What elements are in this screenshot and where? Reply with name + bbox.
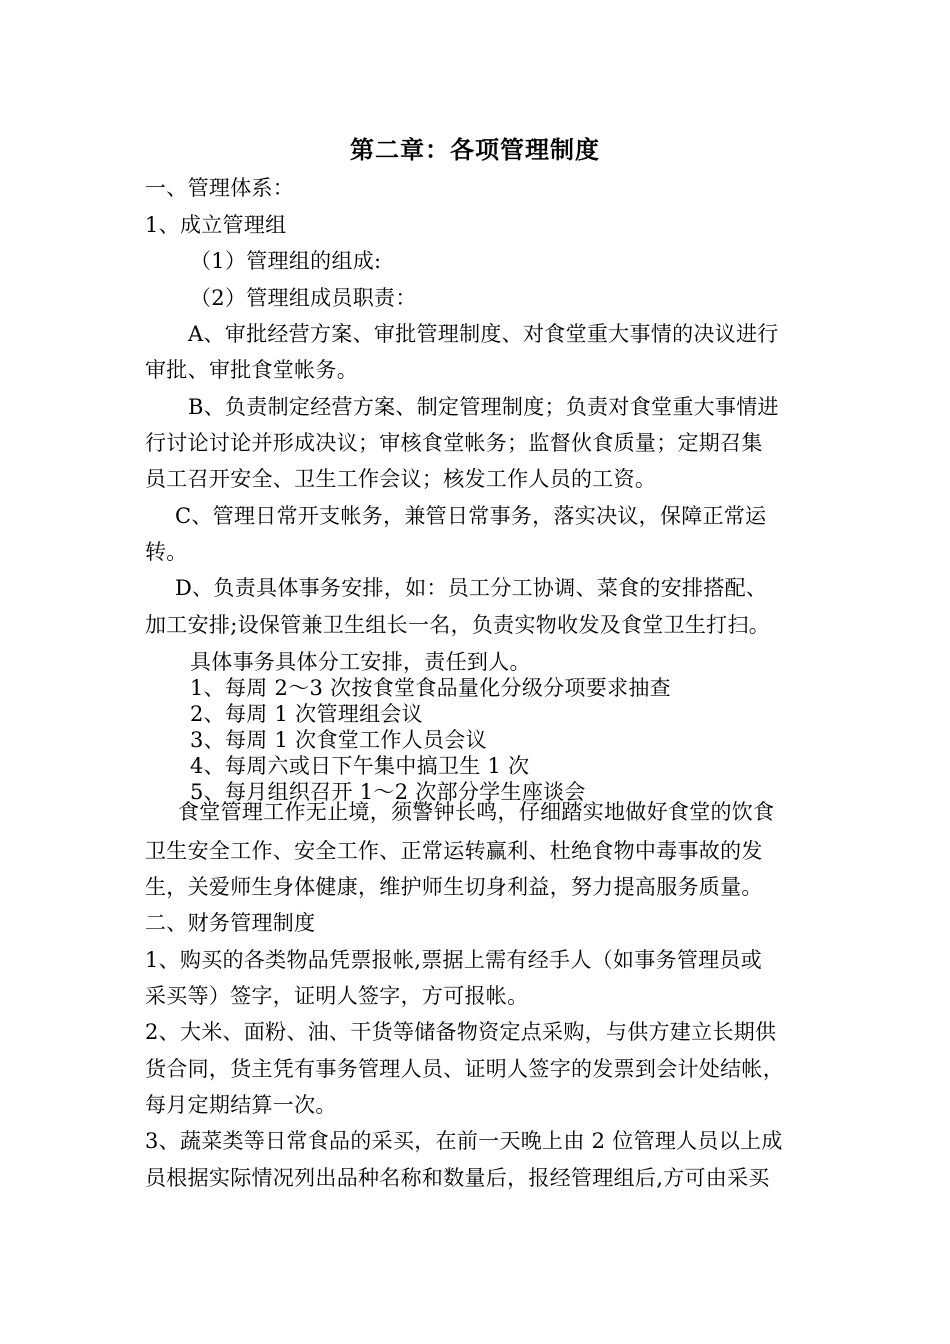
task-assignment-intro: 具体事务具体分工安排，责任到人。 xyxy=(190,650,531,674)
finance-rule-2-line-3: 每月定期结算一次。 xyxy=(145,1093,337,1117)
finance-rule-1-line-2: 采买等）签字，证明人签字，方可报帐。 xyxy=(145,984,529,1008)
task-item-3: 3、每周 1 次食堂工作人员会议 xyxy=(190,728,487,752)
closing-paragraph-line-1: 食堂管理工作无止境，须警钟长鸣，仔细踏实地做好食堂的饮食 xyxy=(178,800,775,824)
duty-a-line-2: 审批、审批食堂帐务。 xyxy=(145,358,358,382)
duty-c-line-2: 转。 xyxy=(145,540,188,564)
section-heading-finance: 二、财务管理制度 xyxy=(145,911,316,935)
duty-a-line-1: A、审批经营方案、审批管理制度、对食堂重大事情的决议进行 xyxy=(188,322,779,346)
duty-b-line-2: 行讨论讨论并形成决议；审核食堂帐务；监督伙食质量；定期召集 xyxy=(145,431,763,455)
subitem-group-composition: （1）管理组的组成: xyxy=(190,249,382,273)
closing-paragraph-line-2: 卫生安全工作、安全工作、正常运转赢利、杜绝食物中毒事故的发 xyxy=(145,839,763,863)
finance-rule-3-line-1: 3、蔬菜类等日常食品的采买，在前一天晚上由 2 位管理人员以上成 xyxy=(145,1129,783,1153)
finance-rule-2-line-1: 2、大米、面粉、油、干货等储备物资定点采购，与供方建立长期供 xyxy=(145,1020,777,1044)
task-item-1: 1、每周 2～3 次按食堂食品量化分级分项要求抽查 xyxy=(190,676,671,700)
duty-d-line-1: D、负责具体事务安排，如：员工分工协调、菜食的安排搭配、 xyxy=(175,576,768,600)
task-item-4: 4、每周六或日下午集中搞卫生 1 次 xyxy=(190,754,530,778)
finance-rule-3-line-2: 员根据实际情况列出品种名称和数量后，报经管理组后,方可由采买 xyxy=(145,1166,770,1190)
item-establish-management-group: 1、成立管理组 xyxy=(145,213,287,237)
duty-c-line-1: C、管理日常开支帐务，兼管日常事务，落实决议，保障正常运 xyxy=(175,504,767,528)
subitem-member-duties: （2）管理组成员职责： xyxy=(190,286,417,310)
chapter-title: 第二章：各项管理制度 xyxy=(350,136,600,164)
finance-rule-2-line-2: 货合同，货主凭有事务管理人员、证明人签字的发票到会计处结帐， xyxy=(145,1057,784,1081)
task-item-5: 5、每月组织召开 1～2 次部分学生座谈会 xyxy=(190,780,586,804)
finance-rule-1-line-1: 1、购买的各类物品凭票报帐,票据上需有经手人（如事务管理员或 xyxy=(145,948,763,972)
duty-b-line-1: B、负责制定经营方案、制定管理制度；负责对食堂重大事情进 xyxy=(188,395,779,419)
section-heading-management-system: 一、管理体系： xyxy=(145,176,295,200)
duty-b-line-3: 员工召开安全、卫生工作会议；核发工作人员的工资。 xyxy=(145,467,657,491)
task-item-2: 2、每周 1 次管理组会议 xyxy=(190,702,423,726)
duty-d-line-2: 加工安排;设保管兼卫生组长一名，负责实物收发及食堂卫生打扫。 xyxy=(145,613,771,637)
closing-paragraph-line-3: 生，关爱师生身体健康，维护师生切身利益，努力提高服务质量。 xyxy=(145,875,763,899)
